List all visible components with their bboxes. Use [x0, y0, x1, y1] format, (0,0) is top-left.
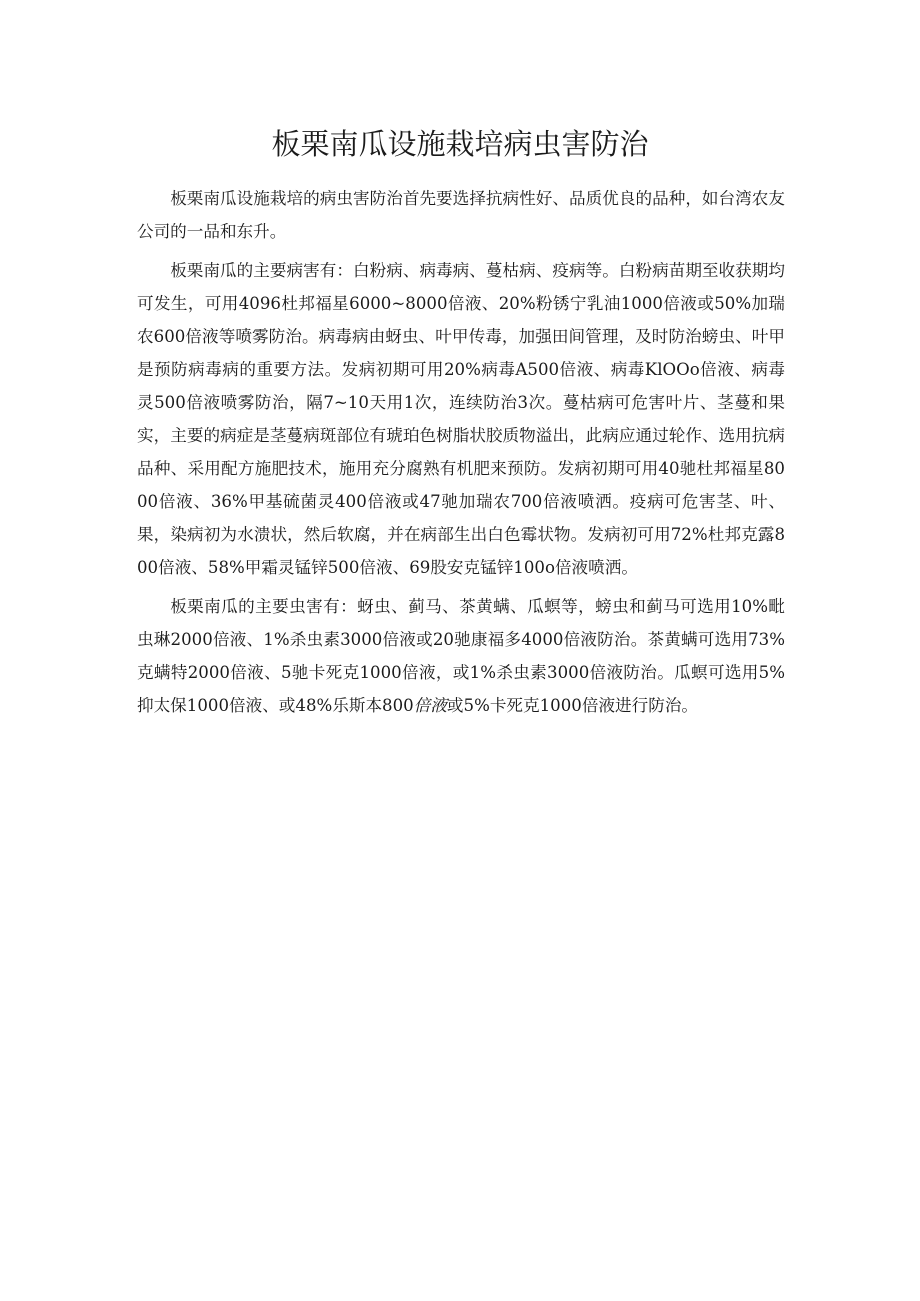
paragraph-pests	[137, 590, 785, 722]
paragraph-intro: 板栗南瓜设施栽培的病虫害防治首先要选择抗病性好、品质优良的品种，如台湾农友公司的一品和东升。	[137, 189, 785, 241]
pests-text-start: 板栗南瓜的主要虫害有：蚜虫、蓟马、茶黄螨、瓜螟等，螃虫和蓟马可选用10%毗虫琳2000倍液、1%杀虫素3000倍液或20驰康福多4000倍液防治。茶黄螨可选用73%克螨特2000倍液、5驰卡死克1000倍液，或1%杀虫素3000倍液防治。瓜螟可选用5%抑太保1000倍液、或48%乐斯本800	[137, 597, 785, 715]
pests-text-italic: 倍液	[413, 696, 447, 715]
page-title: 板栗南瓜设施栽培病虫害防治	[271, 127, 649, 161]
paragraph-diseases: 板栗南瓜的主要病害有：白粉病、病毒病、蔓枯病、疫病等。白粉病苗期至收获期均可发生，可用4096杜邦福星6000~8000倍液、20%粉锈宁乳油1000倍液或50%加瑞农600倍液等喷雾防治。病毒病由蚜虫、叶甲传毒，加强田间管理，及时防治螃虫、叶甲是预防病毒病的重要方法。发病初期可用20%病毒A500倍液、病毒KlOOo倍液、病毒灵500倍液喷雾防治，隔7~10天用1次，连续防治3次。蔓枯病可危害叶片、茎蔓和果实，主要的病症是茎蔓病斑部位有琥珀色树脂状胶质物溢出，此病应通过轮作、选用抗病品种、采用配方施肥技术，施用充分腐熟有机肥来预防。发病初期可用40驰杜邦福星8000倍液、36%甲基硫菌灵400倍液或47驰加瑞农700倍液喷洒。疫病可危害茎、叶、果，染病初为水溃状，然后软腐，并在病部生出白色霉状物。发病初可用72%杜邦克露800倍液、58%甲霜灵锰锌500倍液、69股安克锰锌100o倍液喷洒。	[137, 261, 785, 577]
pests-text-end: 或5%卡死克1000倍液进行防治。	[446, 696, 699, 715]
document-body	[137, 182, 785, 728]
